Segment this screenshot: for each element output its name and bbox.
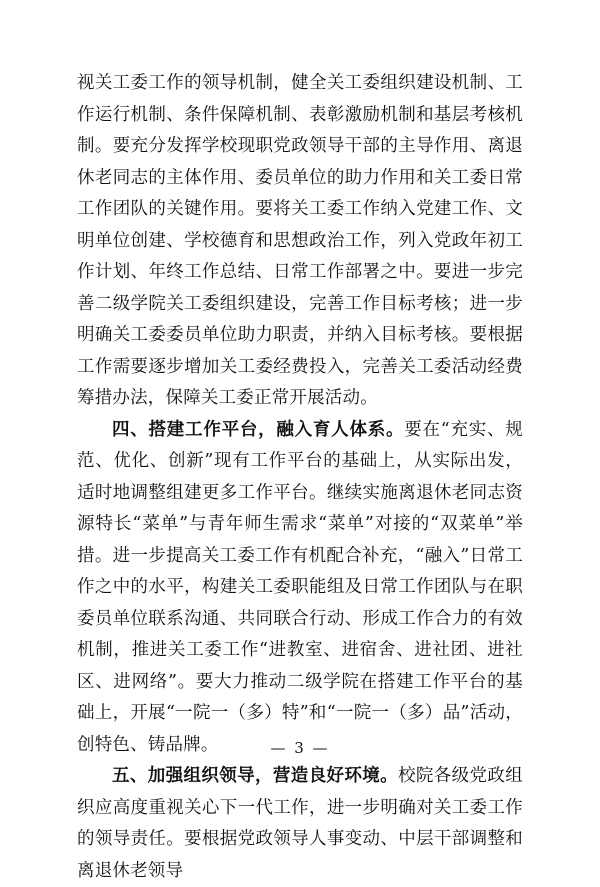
section-five-paragraph bbox=[77, 761, 523, 887]
section-five-heading: 五、加强组织领导，营造良好环境。 bbox=[112, 766, 399, 786]
document-body bbox=[77, 68, 523, 887]
section-four-heading: 四、搭建工作平台，融入育人体系。 bbox=[112, 419, 405, 440]
section-five-text: 校院各级党政组织应高度重视关心下一代工作，进一步明确对关工委工作的领导责任。要根据党政领导人事变动、中层干部调整和离退休老领导 bbox=[77, 766, 523, 881]
section-four-paragraph bbox=[77, 415, 523, 762]
page-number: — 3 — bbox=[270, 739, 330, 757]
paragraph-continuation: 视关工委工作的领导机制，健全关工委组织建设机制、工作运行机制、条件保障机制、表彰激励机制和基层考核机制。要充分发挥学校现职党政领导干部的主导作用、离退休老同志的主体作用、委员单位的助力作用和关工委日常工作团队的关键作用。要将关工委工作纳入党建工作、文明单位创建、学校德育和思想政治工作，列入党政年初工作计划、年终工作总结、日常工作部署之中。要进一步完善二级学院关工委组织建设，完善工作目标考核；进一步明确关工委委员单位助力职责，并纳入目标考核。要根据工作需要逐步增加关工委经费投入，完善关工委活动经费筹措办法，保障关工委正常开展活动。 bbox=[77, 73, 523, 408]
section-four-text: 要在“充实、规范、优化、创新”现有工作平台的基础上，从实际出发，适时地调整组建更多工作平台。继续实施离退休老同志资源特长“菜单”与青年师生需求“菜单”对接的“双菜单”举措。进一步提高关工委工作有机配合补充，“融入”日常工作之中的水平，构建关工委职能组及日常工作团队与在职委员单位联系沟通、共同联合行动、形成工作合力的有效机制，推进关工委工作“进教室、进宿舍、进社团、进社区、进网络”。要大力推动二级学院在搭建工作平台的基础上，开展“一院一（多）特”和“一院一（多）品”活动，创特色、铸品牌。 bbox=[77, 419, 523, 755]
